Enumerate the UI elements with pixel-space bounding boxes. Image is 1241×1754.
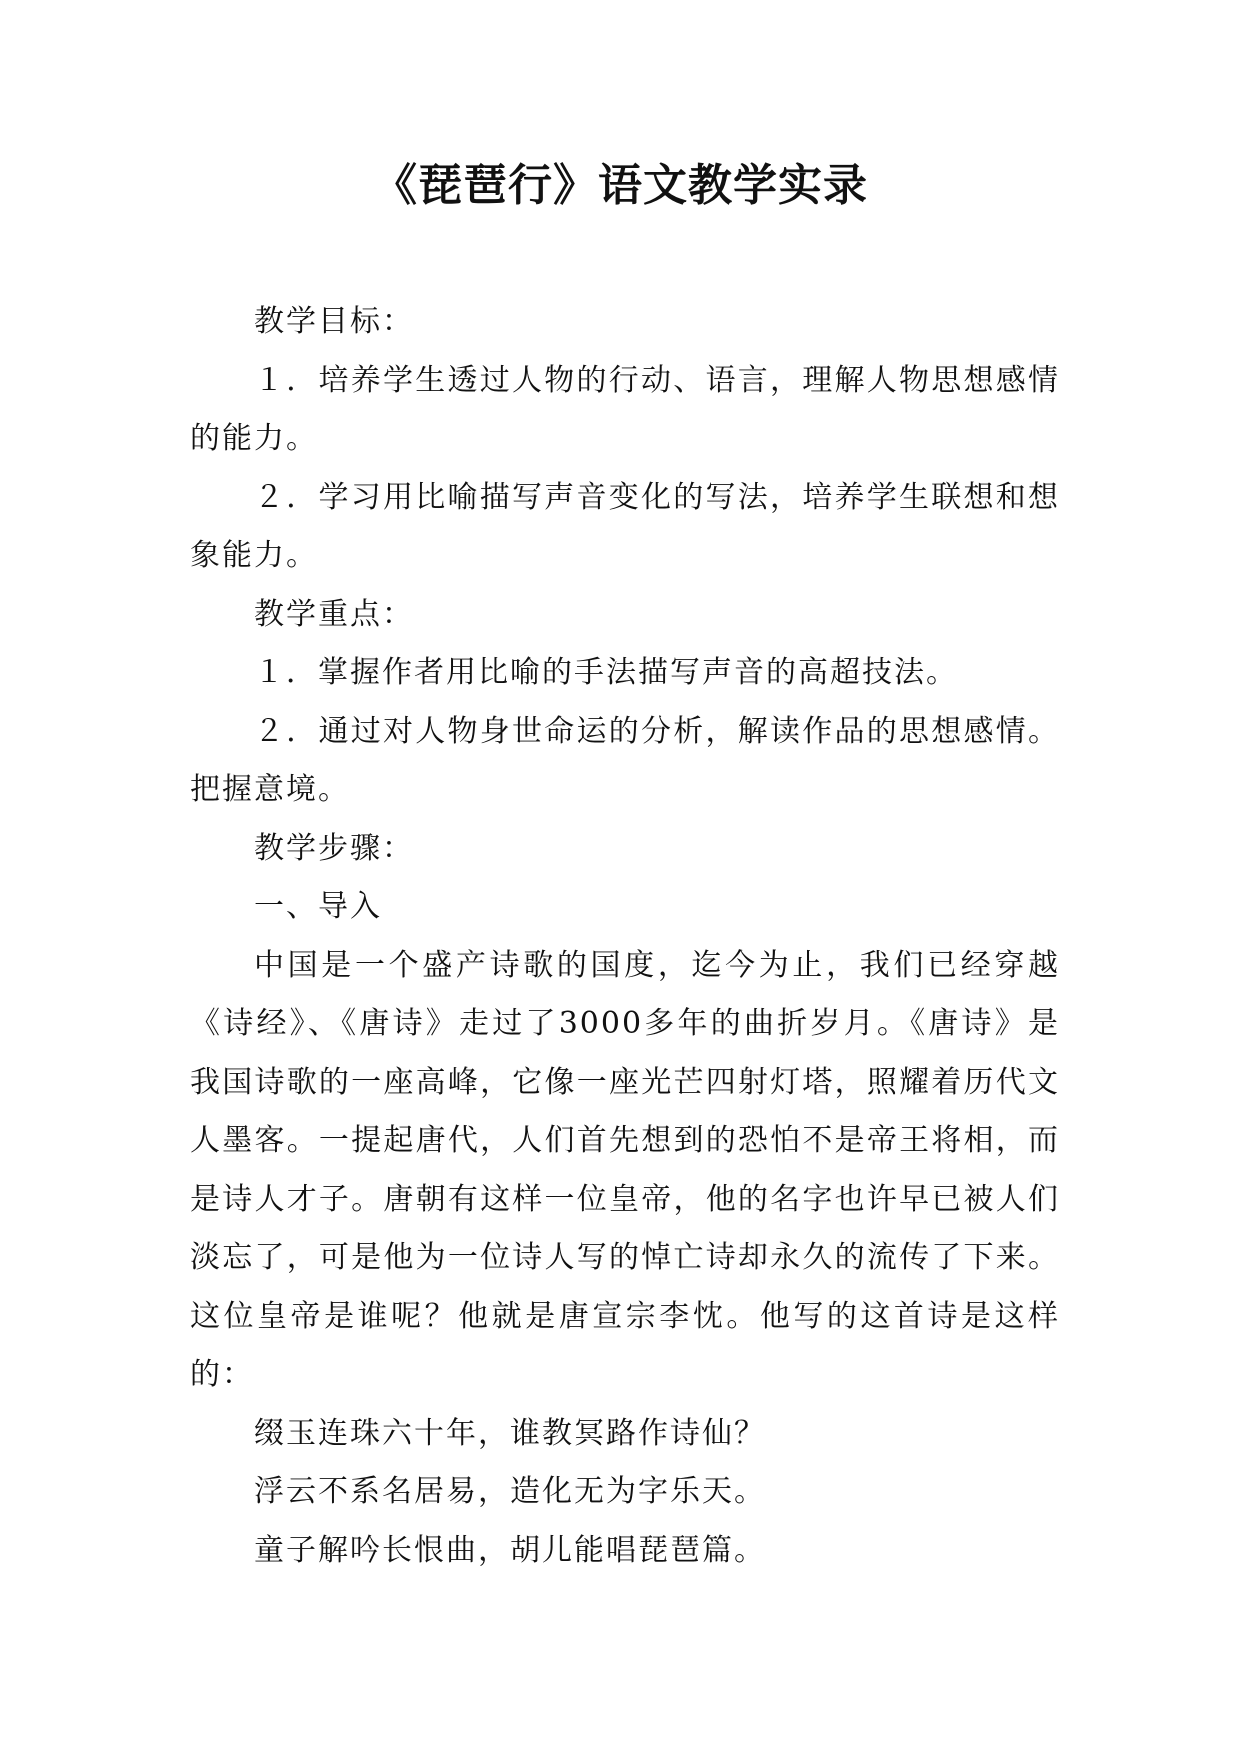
- step-heading-introduction: 一、导入: [254, 889, 382, 924]
- section-heading-objectives: 教学目标：: [254, 304, 414, 339]
- poem-line-3: 童子解吟长恨曲，胡儿能唱琵琶篇。: [254, 1532, 766, 1568]
- key-point-item-2: ２．通过对人物身世命运的分析，解读作品的思想感情。把握意境。: [190, 713, 1060, 807]
- document-body: [190, 293, 1060, 1580]
- poem-line-2: 浮云不系名居易，造化无为字乐天。: [254, 1474, 766, 1509]
- objective-item-2: ２．学习用比喻描写声音变化的写法，培养学生联想和想象能力。: [190, 479, 1060, 573]
- introduction-paragraph: 中国是一个盛产诗歌的国度，迄今为止，我们已经穿越《诗经》、《唐诗》走过了3000多年的曲折岁月。《唐诗》是我国诗歌的一座高峰，它像一座光芒四射灯塔，照耀着历代文人墨客。一提起唐代，人们首先想到的恐怕不是帝王将相，而是诗人才子。唐朝有这样一位皇帝，他的名字也许早已被人们淡忘了，可是他为一位诗人写的悼亡诗却永久的流传了下来。这位皇帝是谁呢？他就是唐宣宗李忱。他写的这首诗是这样的：: [190, 947, 1060, 1392]
- section-heading-key-points: 教学重点：: [254, 596, 414, 632]
- section-heading-steps: 教学步骤：: [254, 830, 414, 866]
- poem-line-1: 缀玉连珠六十年，谁教冥路作诗仙？: [254, 1415, 766, 1451]
- objective-item-1: １．培养学生透过人物的行动、语言，理解人物思想感情的能力。: [190, 362, 1060, 456]
- document-title: 《琵琶行》语文教学实录: [373, 160, 868, 211]
- key-point-item-1: １．掌握作者用比喻的手法描写声音的高超技法。: [254, 655, 958, 690]
